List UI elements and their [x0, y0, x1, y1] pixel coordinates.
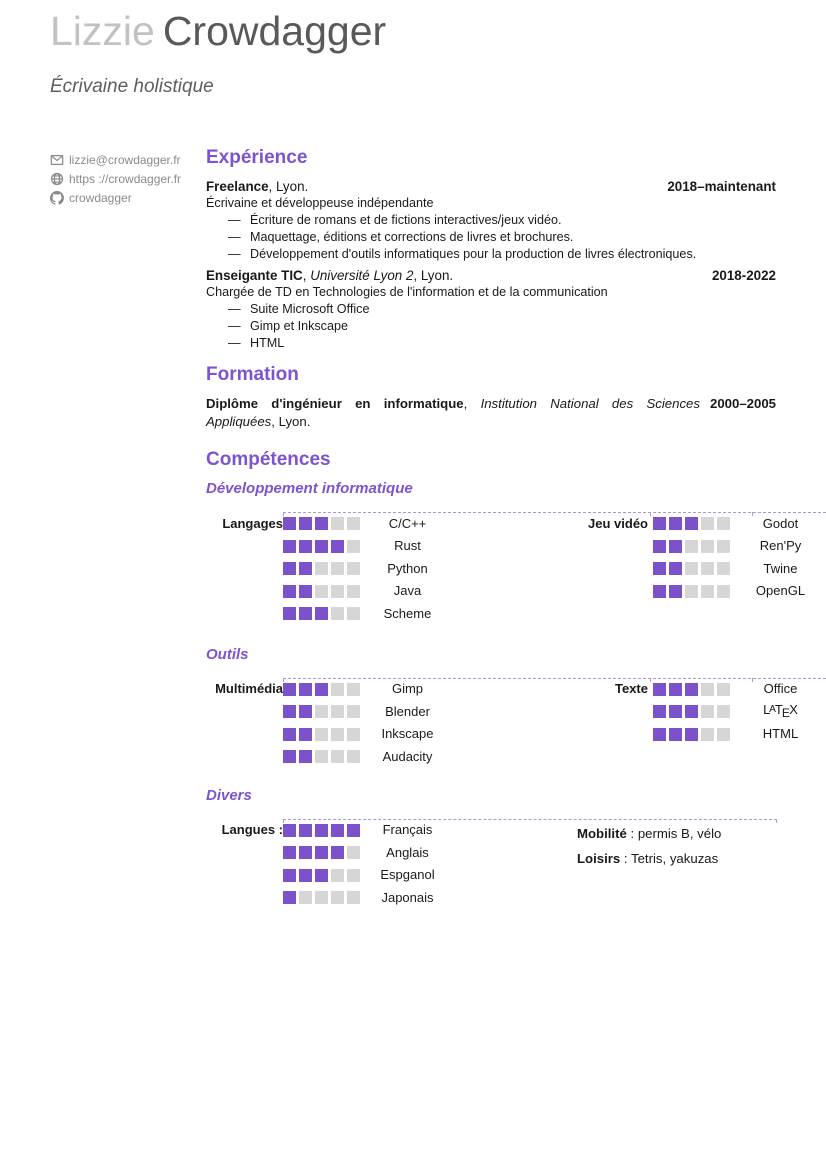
skill-square-empty	[347, 585, 360, 598]
skills-subsection	[206, 480, 806, 625]
skill-square-filled	[653, 517, 666, 530]
skill-square-filled	[283, 824, 296, 837]
skill-name: Gimp	[391, 681, 424, 697]
skill-square-filled	[283, 869, 296, 882]
skill-square-filled	[669, 585, 682, 598]
skills-table	[206, 819, 826, 909]
github-icon	[50, 191, 64, 205]
skill-level	[283, 700, 365, 723]
bullet-item: — Maquettage, éditions et corrections de livres et brochures.	[206, 229, 776, 246]
skill-square-empty	[331, 705, 344, 718]
skill-level	[653, 678, 735, 701]
skill-name: Anglais	[386, 844, 429, 860]
skill-square-empty	[315, 705, 328, 718]
skill-square-empty	[347, 869, 360, 882]
skill-group-label	[206, 864, 283, 887]
section-title-competences: Compétences	[206, 449, 331, 470]
skill-square-filled	[315, 540, 328, 553]
bullet-item: — Développement d'outils informatiques pour la production de livres électroniques.	[206, 246, 776, 263]
skill-square-empty	[685, 585, 698, 598]
contact-website-text[interactable]: https ://crowdagger.fr	[69, 171, 182, 186]
skill-square-filled	[283, 540, 296, 553]
skill-square-empty	[315, 728, 328, 741]
skill-square-empty	[331, 517, 344, 530]
skill-name: Twine	[763, 560, 798, 576]
main-column	[206, 147, 806, 909]
skill-square-filled	[653, 728, 666, 741]
spacer	[653, 745, 735, 768]
skill-level	[283, 723, 365, 746]
skills-table	[206, 678, 826, 768]
bullet-item: — HTML	[206, 335, 776, 352]
dashed-rule	[283, 512, 826, 513]
skill-group-label	[450, 557, 648, 580]
skill-square-empty	[701, 562, 714, 575]
contact-github[interactable]	[50, 188, 200, 207]
skill-square-filled	[331, 540, 344, 553]
subsection-title: Outils	[206, 645, 249, 663]
skill-square-empty	[685, 540, 698, 553]
skill-level	[653, 512, 735, 535]
skill-group-label	[206, 886, 283, 909]
skill-square-filled	[669, 540, 682, 553]
skill-square-empty	[347, 750, 360, 763]
skill-square-empty	[685, 562, 698, 575]
skill-square-filled	[283, 562, 296, 575]
divers-item: Mobilité : permis B, vélo	[577, 825, 722, 841]
skill-square-filled	[669, 705, 682, 718]
experience-entry	[206, 267, 776, 352]
skill-group-label: Langages	[222, 515, 283, 531]
rule-tick	[650, 512, 651, 516]
rule-tick	[283, 678, 284, 682]
skill-name: Blender	[385, 703, 430, 719]
skill-square-filled	[653, 705, 666, 718]
skill-level	[283, 557, 365, 580]
skill-name: Inkscape	[381, 726, 434, 742]
skill-square-empty	[717, 562, 730, 575]
skill-level	[283, 841, 365, 864]
skill-group-label: Multimédia	[215, 681, 283, 697]
skill-level	[653, 700, 735, 723]
skill-group-label	[206, 535, 283, 558]
skill-square-empty	[315, 891, 328, 904]
skill-name: Scheme	[383, 605, 432, 621]
skill-level	[653, 580, 735, 603]
contact-github-text[interactable]: crowdagger	[69, 190, 132, 205]
skill-square-empty	[331, 683, 344, 696]
skill-group-label	[450, 745, 648, 768]
skill-name: Office	[763, 681, 798, 697]
skill-square-empty	[347, 540, 360, 553]
skill-square-empty	[331, 750, 344, 763]
skill-name: Audacity	[382, 748, 433, 764]
rule-tick	[283, 819, 284, 823]
rule-tick	[650, 678, 651, 682]
contact-email[interactable]	[50, 150, 200, 169]
divers-info	[577, 821, 826, 871]
skill-square-filled	[315, 846, 328, 859]
formation-degree: Diplôme d'ingénieur en informatique	[206, 396, 464, 411]
skill-level	[283, 819, 365, 842]
divers-item: Loisirs : Tetris, yakuzas	[577, 850, 719, 866]
skill-square-empty	[347, 562, 360, 575]
skill-square-empty	[717, 705, 730, 718]
skill-level	[283, 678, 365, 701]
skill-square-filled	[283, 846, 296, 859]
rule-tick	[283, 512, 284, 516]
skill-name: Java	[393, 583, 422, 599]
skill-name: HTML	[762, 726, 799, 742]
skill-square-filled	[669, 517, 682, 530]
dashed-rule	[283, 819, 777, 820]
skill-group-label	[450, 700, 648, 723]
skill-group-label	[206, 602, 283, 625]
skill-level	[283, 535, 365, 558]
skill-square-filled	[653, 585, 666, 598]
skill-square-filled	[299, 607, 312, 620]
skill-square-filled	[685, 705, 698, 718]
section-title-formation: Formation	[206, 364, 299, 385]
skill-square-filled	[299, 540, 312, 553]
skill-square-empty	[701, 540, 714, 553]
rule-tick	[752, 512, 753, 516]
skill-square-empty	[701, 517, 714, 530]
skill-group-label: Jeu vidéo	[588, 515, 648, 531]
skill-square-filled	[299, 869, 312, 882]
skill-name	[735, 700, 826, 723]
contact-block	[50, 150, 200, 207]
entry-role: Écrivaine et développeuse indépendante	[206, 196, 434, 210]
skill-group-label	[206, 745, 283, 768]
skill-square-filled	[299, 705, 312, 718]
skill-square-filled	[283, 705, 296, 718]
entry-title: Enseigante TIC	[206, 268, 303, 283]
skill-square-filled	[315, 683, 328, 696]
skill-level	[653, 723, 735, 746]
first-name: Lizzie	[50, 8, 155, 54]
skill-square-filled	[315, 869, 328, 882]
skill-square-filled	[299, 562, 312, 575]
skill-square-empty	[347, 705, 360, 718]
skill-square-empty	[299, 891, 312, 904]
skill-square-empty	[315, 585, 328, 598]
entry-location: , Lyon.	[268, 179, 309, 194]
skill-square-empty	[315, 562, 328, 575]
spacer	[735, 745, 826, 768]
formation-entry: 2000–2005 Diplôme d'ingénieur en informatique, Institution National des Sciences Appliquées, Lyon.	[206, 396, 776, 429]
skill-square-filled	[299, 683, 312, 696]
skill-square-filled	[299, 824, 312, 837]
skill-square-filled	[283, 517, 296, 530]
formation-location: , Lyon.	[271, 413, 311, 429]
skill-name: Godot	[762, 515, 799, 531]
skill-group-label	[206, 841, 283, 864]
entry-dates: 2018–maintenant	[667, 179, 776, 194]
skills-table	[206, 512, 826, 625]
skill-name: Espganol	[380, 867, 435, 883]
skill-square-empty	[331, 562, 344, 575]
skill-square-filled	[347, 824, 360, 837]
skill-square-empty	[701, 705, 714, 718]
skill-square-empty	[331, 585, 344, 598]
skill-level	[283, 512, 365, 535]
skill-square-empty	[347, 891, 360, 904]
entry-org: Université Lyon 2	[310, 268, 414, 283]
entry-location: , Lyon.	[413, 268, 454, 283]
skill-square-empty	[315, 750, 328, 763]
subsection-title: Divers	[206, 786, 252, 804]
skill-square-filled	[685, 728, 698, 741]
spacer	[735, 602, 826, 625]
skill-group-label	[206, 580, 283, 603]
skill-group-label	[450, 580, 648, 603]
skill-square-filled	[331, 824, 344, 837]
skills-subsection	[206, 645, 799, 768]
skill-level	[283, 580, 365, 603]
skill-group-label	[450, 602, 648, 625]
envelope-icon	[50, 153, 64, 167]
skill-group-label	[450, 723, 648, 746]
entry-bullets	[206, 212, 776, 263]
skill-group-label: Texte	[615, 681, 648, 697]
skill-square-empty	[717, 728, 730, 741]
skill-square-empty	[717, 517, 730, 530]
skill-level	[283, 886, 365, 909]
entry-heading	[206, 178, 308, 195]
subsection-title: Développement informatique	[206, 480, 413, 497]
skill-square-filled	[299, 517, 312, 530]
dashed-rule	[283, 678, 826, 679]
skill-square-filled	[283, 728, 296, 741]
skill-square-empty	[331, 607, 344, 620]
skill-square-filled	[331, 846, 344, 859]
skill-square-filled	[653, 683, 666, 696]
skill-square-filled	[299, 750, 312, 763]
skill-group-label	[450, 535, 648, 558]
skill-square-filled	[299, 728, 312, 741]
formation-dates: 2000–2005	[709, 396, 776, 411]
skill-name: C/C++	[388, 515, 427, 531]
contact-email-text[interactable]: lizzie@crowdagger.fr	[69, 152, 181, 167]
skills-grid	[206, 678, 826, 768]
experience-entry	[206, 178, 776, 263]
skill-square-filled	[283, 891, 296, 904]
skill-square-filled	[315, 517, 328, 530]
spacer	[653, 602, 735, 625]
skill-square-empty	[331, 728, 344, 741]
entry-role: Chargée de TD en Technologies de l'information et de la communication	[206, 285, 608, 299]
latex-logo: LATEX	[763, 702, 798, 721]
globe-icon	[50, 172, 64, 186]
skill-square-empty	[701, 683, 714, 696]
skill-square-filled	[669, 683, 682, 696]
skill-square-filled	[315, 824, 328, 837]
competences-body	[206, 480, 806, 909]
skill-square-empty	[717, 540, 730, 553]
skill-square-filled	[299, 585, 312, 598]
skill-group-label	[206, 723, 283, 746]
skill-square-filled	[283, 750, 296, 763]
skill-square-empty	[717, 585, 730, 598]
skill-name: Ren'Py	[759, 538, 802, 554]
skill-level	[283, 745, 365, 768]
skill-square-empty	[347, 846, 360, 859]
divers-item-label: Mobilité	[577, 825, 627, 841]
skill-square-empty	[347, 683, 360, 696]
section-title-experience: Expérience	[206, 147, 308, 168]
skill-square-empty	[331, 869, 344, 882]
skill-square-filled	[315, 607, 328, 620]
skill-square-filled	[283, 607, 296, 620]
skill-level	[653, 557, 735, 580]
skill-group-label: Langues :	[221, 822, 283, 838]
entry-dates: 2018-2022	[711, 268, 776, 283]
last-name: Crowdagger	[162, 8, 387, 54]
skill-square-empty	[701, 728, 714, 741]
skill-group-label	[206, 557, 283, 580]
skill-square-filled	[653, 540, 666, 553]
skill-square-filled	[685, 683, 698, 696]
person-name	[50, 8, 386, 55]
divers-item-label: Loisirs	[577, 850, 621, 866]
skill-name: Japonais	[381, 889, 434, 905]
entry-title: Freelance	[206, 179, 269, 194]
skill-square-empty	[347, 607, 360, 620]
skill-level	[653, 535, 735, 558]
skill-square-filled	[669, 728, 682, 741]
skill-level	[283, 602, 365, 625]
formation-org: Institution National des Sciences Appliquées	[206, 396, 700, 429]
skill-square-empty	[347, 728, 360, 741]
skill-square-filled	[299, 846, 312, 859]
skills-subsection	[206, 787, 776, 909]
entry-heading: Enseigante TIC, Université Lyon 2, Lyon.	[206, 268, 454, 283]
skill-square-filled	[685, 517, 698, 530]
skill-name: OpenGL	[755, 583, 806, 599]
bullet-item: — Gimp et Inkscape	[206, 318, 776, 335]
skill-square-empty	[717, 683, 730, 696]
bullet-item: — Suite Microsoft Office	[206, 301, 776, 318]
skill-square-empty	[347, 517, 360, 530]
skills-grid	[206, 512, 826, 625]
skill-square-filled	[653, 562, 666, 575]
contact-website[interactable]	[50, 169, 200, 188]
skill-square-empty	[331, 891, 344, 904]
skill-name: Python	[387, 560, 428, 576]
skill-group-label	[206, 700, 283, 723]
skill-square-filled	[283, 683, 296, 696]
skill-square-filled	[283, 585, 296, 598]
rule-tick	[752, 678, 753, 682]
skill-level	[283, 864, 365, 887]
entry-bullets	[206, 301, 776, 352]
skill-square-empty	[701, 585, 714, 598]
skill-square-filled	[669, 562, 682, 575]
skill-name: Français	[382, 822, 433, 838]
tagline: Écrivaine holistique	[50, 76, 214, 97]
skill-name: Rust	[394, 538, 421, 554]
bullet-item: — Écriture de romans et de fictions interactives/jeux vidéo.	[206, 212, 776, 229]
